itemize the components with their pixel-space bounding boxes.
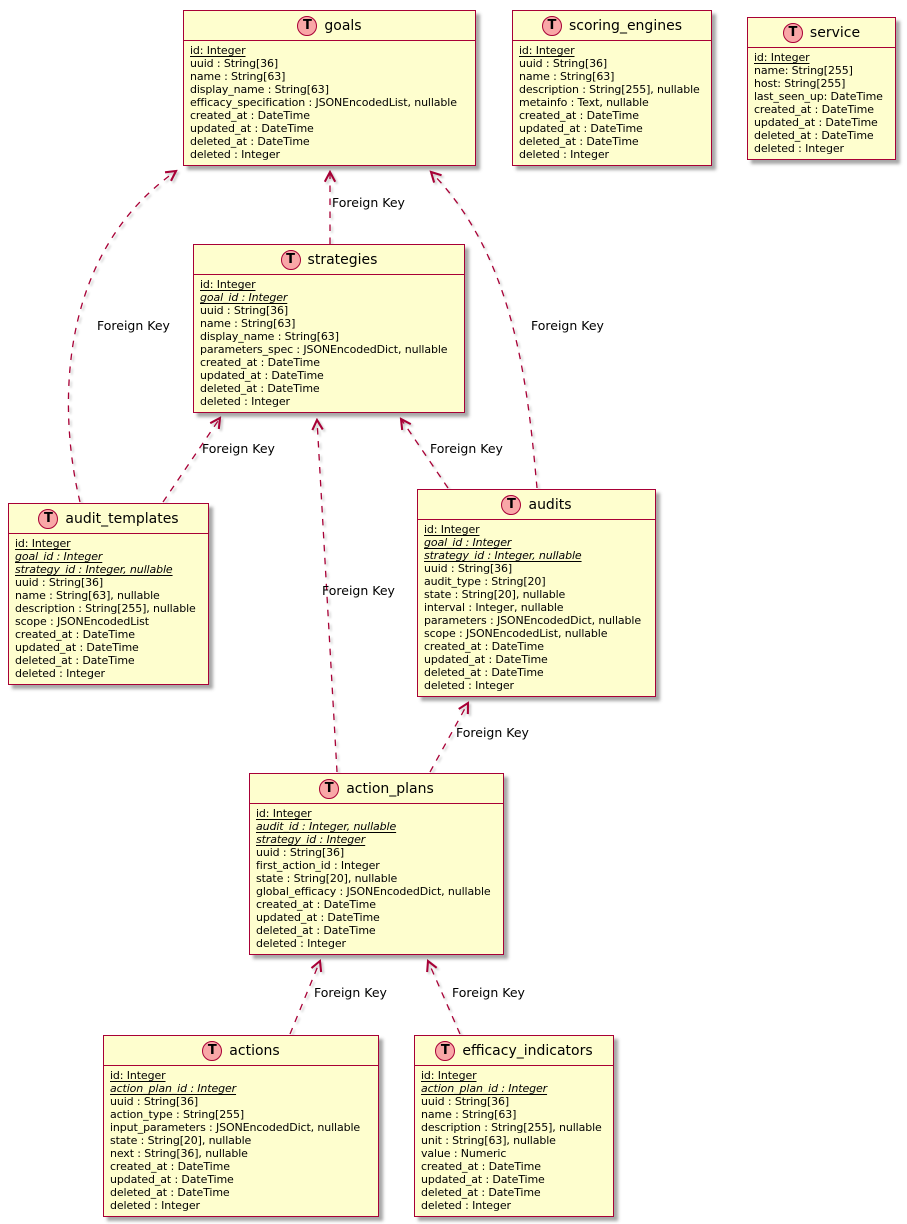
field-row: created_at : DateTime (519, 109, 639, 122)
table-header (184, 11, 475, 41)
field-row: updated_at : DateTime (424, 653, 548, 666)
primary-key-field: id: Integer (15, 537, 71, 550)
field-row: deleted : Integer (519, 148, 609, 161)
foreign-key-field: audit_id : Integer, nullable (256, 820, 397, 833)
table-icon: T (783, 23, 803, 43)
field-row: updated_at : DateTime (256, 911, 380, 924)
primary-key-field: id: Integer (754, 51, 810, 64)
primary-key-field: id: Integer (421, 1069, 477, 1082)
field-row: updated_at : DateTime (754, 116, 878, 129)
field-row: deleted_at : DateTime (190, 135, 310, 148)
table-header (250, 774, 503, 804)
table-header (194, 245, 464, 275)
field-row: uuid : String[36] (190, 57, 279, 70)
table-icon: T (319, 779, 339, 799)
field-row: interval : Integer, nullable (424, 601, 564, 614)
table-header (415, 1036, 613, 1066)
table-name: action_plans (346, 780, 434, 797)
table-fields (748, 48, 895, 159)
primary-key-field: id: Integer (110, 1069, 166, 1082)
field-row: display_name : String[63] (200, 330, 339, 343)
table-icon: T (202, 1041, 222, 1061)
foreign-key-field: action_plan_id : Integer (421, 1082, 548, 1095)
field-row: scope : JSONEncodedList (15, 615, 149, 628)
field-row: uuid : String[36] (256, 846, 345, 859)
table-audit_templates (8, 503, 209, 685)
primary-key-field: id: Integer (190, 44, 246, 57)
table-name: scoring_engines (568, 17, 682, 34)
table-fields (9, 534, 208, 684)
field-row: global_efficacy : JSONEncodedDict, nullable (256, 885, 491, 898)
table-header (9, 504, 208, 534)
field-row: metainfo : Text, nullable (519, 96, 649, 109)
table-icon: T (38, 509, 58, 529)
field-row: scope : JSONEncodedList, nullable (424, 627, 608, 640)
table-fields (104, 1066, 378, 1216)
field-row: first_action_id : Integer (256, 859, 380, 872)
field-row: state : String[20], nullable (424, 588, 566, 601)
field-row: name : String[63] (519, 70, 615, 83)
field-row: created_at : DateTime (15, 628, 135, 641)
field-row: created_at : DateTime (424, 640, 544, 653)
table-icon: T (542, 16, 562, 36)
foreign-key-field: goal_id : Integer (424, 536, 512, 549)
primary-key-field: id: Integer (256, 807, 312, 820)
field-row: deleted : Integer (256, 937, 346, 950)
table-fields (418, 520, 655, 696)
table-header (748, 18, 895, 48)
field-row: name : String[63] (200, 317, 296, 330)
field-row: parameters_spec : JSONEncodedDict, nullable (200, 343, 448, 356)
field-row: description : String[255], nullable (519, 83, 700, 96)
table-fields (194, 275, 464, 412)
field-row: deleted : Integer (110, 1199, 200, 1212)
table-name: strategies (307, 251, 378, 268)
field-row: deleted : Integer (15, 667, 105, 680)
field-row: input_parameters : JSONEncodedDict, nullable (110, 1121, 361, 1134)
primary-key-field: id: Integer (424, 523, 480, 536)
field-row: updated_at : DateTime (200, 369, 324, 382)
primary-key-field: id: Integer (519, 44, 575, 57)
field-row: created_at : DateTime (754, 103, 874, 116)
field-row: deleted_at : DateTime (200, 382, 320, 395)
field-row: uuid : String[36] (200, 304, 289, 317)
foreign-key-field: strategy_id : Integer (256, 833, 366, 846)
field-row: state : String[20], nullable (110, 1134, 252, 1147)
field-row: state : String[20], nullable (256, 872, 398, 885)
table-name: audit_templates (65, 510, 179, 527)
field-row: deleted_at : DateTime (110, 1186, 230, 1199)
field-row: created_at : DateTime (190, 109, 310, 122)
table-header (104, 1036, 378, 1066)
foreign-key-label: Foreign Key (430, 441, 503, 456)
foreign-key-label: Foreign Key (456, 725, 529, 740)
table-goals (183, 10, 476, 166)
field-row: action_type : String[255] (110, 1108, 245, 1121)
foreign-key-label: Foreign Key (322, 583, 395, 598)
field-row: unit : String[63], nullable (421, 1134, 556, 1147)
foreign-key-label: Foreign Key (202, 441, 275, 456)
field-row: name : String[63] (421, 1108, 517, 1121)
field-row: uuid : String[36] (421, 1095, 510, 1108)
table-audits (417, 489, 656, 697)
field-row: display_name : String[63] (190, 83, 329, 96)
field-row: uuid : String[36] (15, 576, 104, 589)
field-row: value : Numeric (421, 1147, 507, 1160)
primary-key-field: id: Integer (200, 278, 256, 291)
foreign-key-field: goal_id : Integer (15, 550, 103, 563)
field-row: deleted_at : DateTime (424, 666, 544, 679)
table-icon: T (281, 250, 301, 270)
field-row: deleted_at : DateTime (519, 135, 639, 148)
foreign-key-arrow-audit_templates-to-goals (68, 171, 176, 502)
table-icon: T (297, 16, 317, 36)
foreign-key-field: action_plan_id : Integer (110, 1082, 237, 1095)
field-row: name : String[63] (190, 70, 286, 83)
foreign-key-field: strategy_id : Integer, nullable (424, 549, 582, 562)
table-icon: T (501, 495, 521, 515)
table-header (418, 490, 655, 520)
field-row: deleted : Integer (754, 142, 844, 155)
field-row: deleted_at : DateTime (15, 654, 135, 667)
foreign-key-label: Foreign Key (97, 318, 170, 333)
field-row: audit_type : String[20] (424, 575, 546, 588)
field-row: deleted_at : DateTime (421, 1186, 541, 1199)
table-strategies (193, 244, 465, 413)
field-row: deleted_at : DateTime (754, 129, 874, 142)
foreign-key-field: goal_id : Integer (200, 291, 288, 304)
field-row: updated_at : DateTime (190, 122, 314, 135)
field-row: name : String[63], nullable (15, 589, 160, 602)
table-service (747, 17, 896, 160)
field-row: updated_at : DateTime (15, 641, 139, 654)
table-name: service (809, 24, 861, 41)
table-fields (513, 41, 711, 165)
field-row: uuid : String[36] (110, 1095, 199, 1108)
field-row: updated_at : DateTime (421, 1173, 545, 1186)
field-row: updated_at : DateTime (519, 122, 643, 135)
table-header (513, 11, 711, 41)
field-row: last_seen_up: DateTime (754, 90, 883, 103)
field-row: created_at : DateTime (110, 1160, 230, 1173)
foreign-key-label: Foreign Key (314, 985, 387, 1000)
field-row: host: String[255] (754, 77, 846, 90)
table-name: efficacy_indicators (462, 1042, 593, 1059)
table-action_plans (249, 773, 504, 955)
table-name: audits (528, 496, 572, 513)
table-fields (250, 804, 503, 954)
field-row: deleted : Integer (190, 148, 280, 161)
field-row: created_at : DateTime (421, 1160, 541, 1173)
field-row: efficacy_specification : JSONEncodedList, nullable (190, 96, 457, 109)
table-name: actions (229, 1042, 280, 1059)
field-row: next : String[36], nullable (110, 1147, 248, 1160)
foreign-key-field: strategy_id : Integer, nullable (15, 563, 173, 576)
table-name: goals (324, 17, 362, 34)
table-icon: T (435, 1041, 455, 1061)
foreign-key-label: Foreign Key (531, 318, 604, 333)
field-row: description : String[255], nullable (421, 1121, 602, 1134)
field-row: deleted : Integer (424, 679, 514, 692)
field-row: parameters : JSONEncodedDict, nullable (424, 614, 641, 627)
field-row: deleted : Integer (200, 395, 290, 408)
field-row: uuid : String[36] (424, 562, 513, 575)
table-fields (415, 1066, 613, 1216)
field-row: updated_at : DateTime (110, 1173, 234, 1186)
field-row: name: String[255] (754, 64, 853, 77)
field-row: deleted : Integer (421, 1199, 511, 1212)
foreign-key-arrow-audit_templates-to-strategies (163, 418, 220, 502)
table-scoring_engines (512, 10, 712, 166)
field-row: uuid : String[36] (519, 57, 608, 70)
foreign-key-label: Foreign Key (452, 985, 525, 1000)
foreign-key-label: Foreign Key (332, 195, 405, 210)
table-fields (184, 41, 475, 165)
field-row: description : String[255], nullable (15, 602, 196, 615)
field-row: deleted_at : DateTime (256, 924, 376, 937)
field-row: created_at : DateTime (200, 356, 320, 369)
field-row: created_at : DateTime (256, 898, 376, 911)
table-efficacy_indicators (414, 1035, 614, 1217)
table-actions (103, 1035, 379, 1217)
